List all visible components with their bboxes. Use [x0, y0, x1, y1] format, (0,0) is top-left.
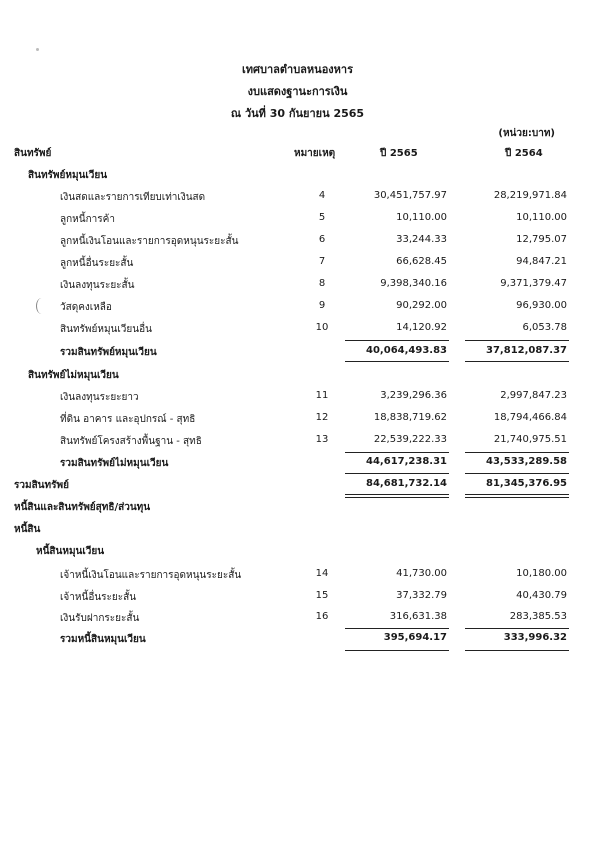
- row-value-2565: 3,239,296.36: [380, 390, 447, 401]
- unit-label: (หน่วย:บาท): [498, 128, 555, 139]
- current-assets-total-label: รวมสินทรัพย์หมุนเวียน: [60, 347, 157, 358]
- row-value-2565: 90,292.00: [396, 300, 447, 311]
- row-label: เงินรับฝากระยะสั้น: [60, 613, 140, 624]
- row-label: สินทรัพย์หมุนเวียนอื่น: [60, 324, 152, 335]
- total-assets-label: รวมสินทรัพย์: [14, 480, 69, 491]
- statement-title: งบแสดงฐานะการเงิน: [247, 85, 348, 98]
- row-value-2564: 96,930.00: [516, 300, 567, 311]
- row-note: 8: [318, 278, 326, 289]
- current-assets-total-2564: 37,812,087.37: [486, 345, 567, 356]
- row-value-2564: 9,371,379.47: [500, 278, 567, 289]
- row-value-2565: 9,398,340.16: [380, 278, 447, 289]
- subtotal-underline: [465, 650, 569, 651]
- subtotal-underline: [345, 361, 449, 362]
- row-note: 12: [315, 412, 329, 423]
- row-label: เจ้าหนี้อื่นระยะสั้น: [60, 592, 137, 603]
- row-note: 10: [315, 322, 329, 333]
- double-underline: [345, 494, 449, 495]
- row-value-2564: 283,385.53: [509, 611, 567, 622]
- row-value-2564: 94,847.21: [516, 256, 567, 267]
- row-note: 11: [315, 390, 329, 401]
- current-liabilities-total-2565: 395,694.17: [383, 632, 447, 643]
- row-label: ลูกหนี้การค้า: [60, 214, 115, 225]
- subtotal-underline: [345, 473, 449, 474]
- row-value-2565: 14,120.92: [396, 322, 447, 333]
- row-label: ที่ดิน อาคาร และอุปกรณ์ - สุทธิ: [60, 414, 196, 425]
- row-note: 15: [315, 590, 329, 601]
- subtotal-underline: [345, 650, 449, 651]
- current-assets-total-2565: 40,064,493.83: [366, 345, 447, 356]
- subtotal-rule: [465, 452, 569, 453]
- current-liabilities-total-2564: 333,996.32: [503, 632, 567, 643]
- liabilities-equity-heading: หนี้สินและสินทรัพย์สุทธิ/ส่วนทุน: [14, 502, 151, 513]
- row-note: 4: [318, 190, 326, 201]
- section-assets: สินทรัพย์: [14, 148, 52, 159]
- subtotal-rule: [345, 628, 449, 629]
- noncurrent-assets-total-2564: 43,533,289.58: [486, 456, 567, 467]
- row-note: 13: [315, 434, 329, 445]
- row-label: เจ้าหนี้เงินโอนและรายการอุดหนุนระยะสั้น: [60, 570, 242, 581]
- col-year-2565-header: ปี 2565: [380, 148, 418, 159]
- row-label: เงินลงทุนระยะสั้น: [60, 280, 135, 291]
- row-value-2565: 30,451,757.97: [373, 190, 447, 201]
- row-note: 6: [318, 234, 326, 245]
- current-liabilities-heading: หนี้สินหมุนเวียน: [36, 546, 105, 557]
- scan-speck: [36, 48, 39, 51]
- row-label: ลูกหนี้เงินโอนและรายการอุดหนุนระยะสั้น: [60, 236, 239, 247]
- row-value-2564: 28,219,971.84: [493, 190, 567, 201]
- double-underline: [465, 494, 569, 495]
- row-label: ลูกหนี้อื่นระยะสั้น: [60, 258, 134, 269]
- subtotal-underline: [465, 473, 569, 474]
- row-value-2564: 2,997,847.23: [500, 390, 567, 401]
- noncurrent-assets-total-2565: 44,617,238.31: [366, 456, 447, 467]
- row-value-2565: 316,631.38: [389, 611, 447, 622]
- current-liabilities-total-label: รวมหนี้สินหมุนเวียน: [60, 634, 146, 645]
- total-assets-2564: 81,345,376.95: [486, 478, 567, 489]
- row-value-2564: 40,430.79: [516, 590, 567, 601]
- total-assets-2565: 84,681,732.14: [366, 478, 447, 489]
- row-value-2564: 10,110.00: [516, 212, 567, 223]
- row-value-2565: 18,838,719.62: [373, 412, 447, 423]
- row-value-2565: 33,244.33: [396, 234, 447, 245]
- org-name: เทศบาลตำบลหนองหาร: [241, 63, 354, 76]
- row-note: 9: [318, 300, 326, 311]
- row-label: เงินลงทุนระยะยาว: [60, 392, 139, 403]
- double-underline: [465, 497, 569, 498]
- subtotal-rule: [465, 340, 569, 341]
- subtotal-rule: [465, 628, 569, 629]
- row-note: 16: [315, 611, 329, 622]
- subtotal-rule: [345, 340, 449, 341]
- col-year-2564-header: ปี 2564: [505, 148, 543, 159]
- row-value-2565: 22,539,222.33: [373, 434, 447, 445]
- row-label: วัสดุคงเหลือ: [60, 302, 112, 313]
- row-label: เงินสดและรายการเทียบเท่าเงินสด: [60, 192, 206, 203]
- double-underline: [345, 497, 449, 498]
- subtotal-rule: [345, 452, 449, 453]
- col-note-header: หมายเหตุ: [294, 148, 336, 159]
- row-value-2564: 21,740,975.51: [493, 434, 567, 445]
- row-value-2564: 6,053.78: [522, 322, 567, 333]
- row-note: 5: [318, 212, 326, 223]
- noncurrent-assets-total-label: รวมสินทรัพย์ไม่หมุนเวียน: [60, 458, 169, 469]
- row-value-2564: 10,180.00: [516, 568, 567, 579]
- row-value-2565: 37,332.79: [396, 590, 447, 601]
- liabilities-subheading: หนี้สิน: [14, 524, 41, 535]
- noncurrent-assets-heading: สินทรัพย์ไม่หมุนเวียน: [28, 370, 119, 381]
- row-value-2564: 12,795.07: [516, 234, 567, 245]
- row-value-2565: 10,110.00: [396, 212, 447, 223]
- row-note: 14: [315, 568, 329, 579]
- subtotal-underline: [465, 361, 569, 362]
- statement-date: ณ วันที่ 30 กันยายน 2565: [230, 107, 365, 120]
- row-label: สินทรัพย์โครงสร้างพื้นฐาน - สุทธิ: [60, 436, 202, 447]
- current-assets-heading: สินทรัพย์หมุนเวียน: [28, 170, 108, 181]
- scan-mark: [36, 298, 47, 314]
- row-value-2565: 41,730.00: [396, 568, 447, 579]
- row-value-2564: 18,794,466.84: [493, 412, 567, 423]
- row-value-2565: 66,628.45: [396, 256, 447, 267]
- row-note: 7: [318, 256, 326, 267]
